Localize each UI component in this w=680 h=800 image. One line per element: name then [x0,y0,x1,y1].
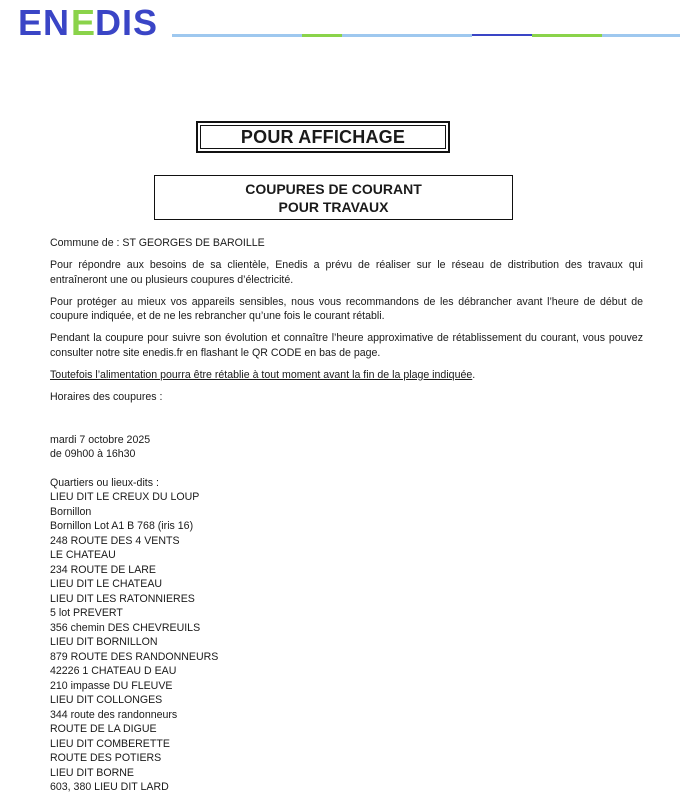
place-item: LIEU DIT LE CHATEAU [50,578,163,590]
place-item: ROUTE DES POTIERS [50,752,162,764]
commune-line: Commune de : ST GEORGES DE BAROILLE [50,237,265,249]
place-item: ROUTE DE LA DIGUE [50,723,157,735]
places-list [50,490,643,795]
place-item: LIEU DIT LE CREUX DU LOUP [50,491,200,503]
place-item: LIEU DIT BORNE [50,766,134,779]
paragraph-intro: Pour répondre aux besoins de sa clientèle, Enedis a prévu de réaliser sur le réseau de distribution des travaux qui entraîneront une ou plusieurs coupures d’électricité. [50,259,643,286]
warning-text: Toutefois l’alimentation pourra être rétablie à tout moment avant la fin de la plage indiquée [50,368,473,381]
svg-text:E: E [71,4,96,40]
title-text: POUR AFFICHAGE [200,125,446,149]
warning-end: . [472,368,476,381]
place-item: 248 ROUTE DES 4 VENTS [50,534,180,547]
place-item: Bornillon [50,505,92,518]
place-item: LIEU DIT LES RATONNIERES [50,592,195,605]
header-decorative-line [172,34,680,37]
place-item: LIEU DIT BORNILLON [50,636,158,648]
place-item: 42226 1 CHATEAU D EAU [50,665,177,677]
outage-date: mardi 7 octobre 2025 [50,433,151,446]
subtitle-box [154,175,513,220]
outage-time-range: de 09h00 à 16h30 [50,448,136,460]
svg-text:DIS: DIS [95,4,159,40]
place-item: 603, 380 LIEU DIT LARD [50,781,169,793]
quartiers-label: Quartiers ou lieux-dits : [50,476,159,489]
place-item: LIEU DIT COMBERETTE [50,737,170,750]
place-item: 356 chemin DES CHEVREUILS [50,621,201,634]
subtitle-line-1: COUPURES DE COURANT [245,180,422,197]
place-item: LIEU DIT COLLONGES [50,694,163,706]
paragraph-protection: Pour protéger au mieux vos appareils sensibles, nous vous recommandons de les débrancher avant l’heure de début de coupure indiquée, et de ne les rebrancher qu’une fois le courant rétabli. [50,295,643,322]
enedis-logo [18,4,168,40]
notice-body [50,236,643,795]
place-item: 234 ROUTE DE LARE [50,563,156,576]
place-item: 210 impasse DU FLEUVE [50,679,173,692]
place-item: 879 ROUTE DES RANDONNEURS [50,650,219,663]
paragraph-qr-code: Pendant la coupure pour suivre son évolution et connaître l’heure approximative de rétablissement du courant, vous pouvez consulter notre site enedis.fr en flashant le QR CODE en bas de page. [50,332,643,359]
warning-line [50,368,643,383]
page-header [0,0,680,44]
svg-text:EN: EN [18,4,71,40]
horaires-label: Horaires des coupures : [50,390,163,403]
place-item: 5 lot PREVERT [50,607,123,619]
place-item: 344 route des randonneurs [50,708,178,721]
subtitle-line-2: POUR TRAVAUX [278,198,389,215]
title-box [196,121,450,153]
place-item: Bornillon Lot A1 B 768 (iris 16) [50,520,194,532]
place-item: LE CHATEAU [50,549,116,561]
